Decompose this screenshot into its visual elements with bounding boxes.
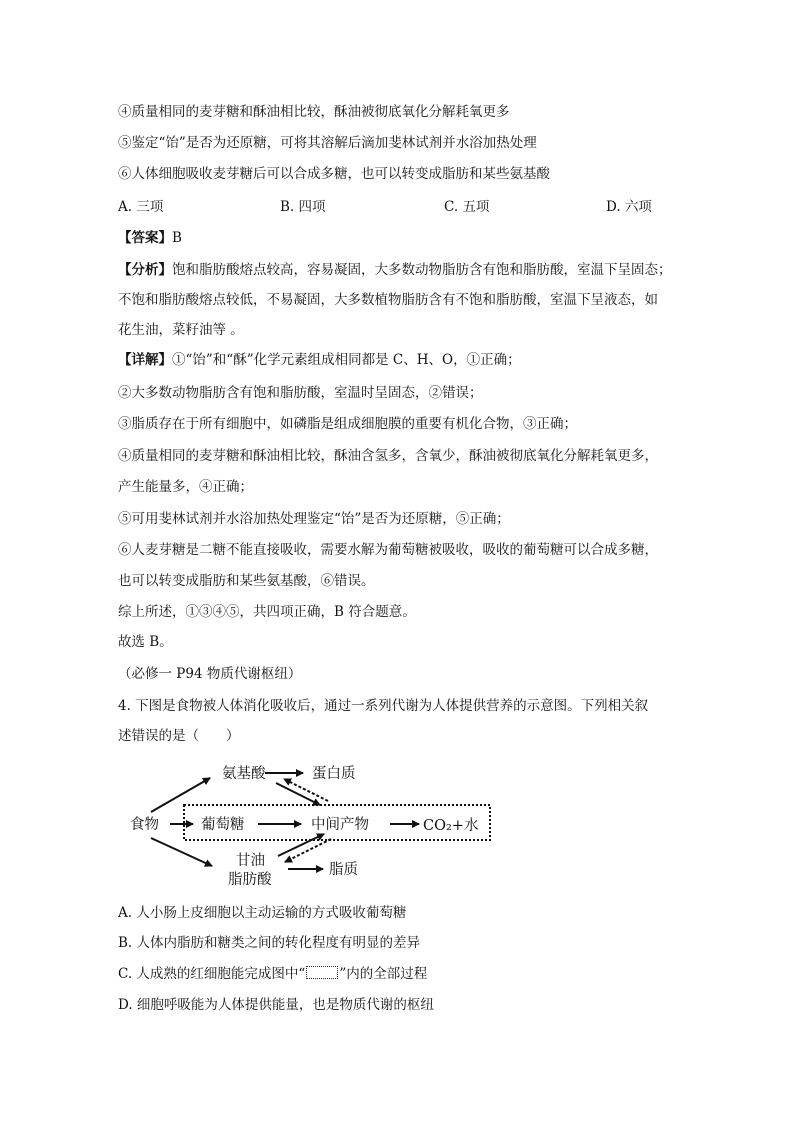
detail-line-2: ②大多数动物脂肪含有饱和脂肪酸，室温时呈固态，②错误； bbox=[118, 385, 483, 401]
option-c: C. 五项 bbox=[444, 199, 490, 215]
node-food: 食物 bbox=[130, 817, 159, 833]
answer-label: 【答案】 bbox=[118, 230, 172, 246]
detail-line-9: 综上所述，①③④⑤，共四项正确，B 符合题意。 bbox=[118, 604, 416, 620]
detail-label: 【详解】 bbox=[118, 352, 172, 368]
node-glycerol: 甘油 bbox=[236, 853, 265, 869]
node-glucose: 葡萄糖 bbox=[201, 817, 245, 833]
option-d: D. 六项 bbox=[606, 199, 652, 215]
detail-line-5: 产生能量多，④正确； bbox=[118, 479, 253, 495]
dotted-box-icon bbox=[306, 966, 338, 979]
detail-line-7: ⑥人麦芽糖是二糖不能直接吸收，需要水解为葡萄糖被吸收，吸收的葡萄糖可以合成多糖， bbox=[118, 542, 658, 558]
question-4-option-a: A. 人小肠上皮细胞以主动运输的方式吸收葡萄糖 bbox=[118, 905, 407, 921]
detail-line-3: ③脂质存在于所有细胞中，如磷脂是组成细胞膜的重要有机化合物，③正确； bbox=[118, 416, 577, 432]
node-amino-acid: 氨基酸 bbox=[222, 766, 266, 782]
option-b: B. 四项 bbox=[280, 199, 326, 215]
node-fatty-acid: 脂肪酸 bbox=[228, 872, 272, 888]
analysis-line-1: 【分析】饱和脂肪酸熔点较高，容易凝固，大多数动物脂肪含有饱和脂肪酸，室温下呈固态； bbox=[118, 262, 672, 278]
question-4-option-d: D. 细胞呼吸能为人体提供能量，也是物质代谢的枢纽 bbox=[118, 997, 434, 1013]
analysis-line-3: 花生油，菜籽油等 。 bbox=[118, 322, 244, 338]
analysis-line-2: 不饱和脂肪酸熔点较低，不易凝固，大多数植物脂肪含有不饱和脂肪酸，室温下呈液态，如 bbox=[118, 292, 658, 308]
question-4-stem-1: 4. 下图是食物被人体消化吸收后，通过一系列代谢为人体提供营养的示意图。下列相关叙 bbox=[118, 698, 649, 714]
arrow-food-to-glycerol bbox=[151, 838, 212, 866]
question-4-stem-2: 述错误的是（ ） bbox=[118, 728, 240, 744]
answer-value: B bbox=[172, 230, 182, 246]
detail-line-4: ④质量相同的麦芽糖和酥油相比较，酥油含氢多，含氧少，酥油被彻底氧化分解耗氧更多， bbox=[118, 448, 658, 464]
question-4-option-b: B. 人体内脂肪和糖类之间的转化程度有明显的差异 bbox=[118, 935, 421, 951]
answer-line bbox=[118, 229, 182, 247]
option-a: A. 三项 bbox=[118, 199, 164, 215]
source-note: （必修一 P94 物质代谢枢纽） bbox=[118, 666, 302, 682]
metabolism-diagram bbox=[118, 752, 518, 902]
analysis-label: 【分析】 bbox=[118, 262, 172, 278]
detail-line-6: ⑤可用斐林试剂并水浴加热处理鉴定“饴”是否为还原糖，⑤正确； bbox=[118, 511, 510, 527]
node-intermediate: 中间产物 bbox=[311, 817, 369, 833]
statement-4: ④质量相同的麦芽糖和酥油相比较，酥油被彻底氧化分解耗氧更多 bbox=[118, 104, 510, 120]
node-co2-water: CO₂+水 bbox=[423, 818, 479, 834]
node-lipid: 脂质 bbox=[329, 862, 358, 878]
statement-5: ⑤鉴定“饴”是否为还原糖，可将其溶解后滴加斐林试剂并水浴加热处理 bbox=[118, 135, 537, 151]
detail-line-8: 也可以转变成脂肪和某些氨基酸，⑥错误。 bbox=[118, 573, 375, 589]
statement-6: ⑥人体细胞吸收麦芽糖后可以合成多糖，也可以转变成脂肪和某些氨基酸 bbox=[118, 166, 550, 182]
question-4-option-c: C. 人成熟的红细胞能完成图中“ ”内的全部过程 bbox=[118, 966, 428, 982]
detail-line-1: 【详解】①“饴”和“酥”化学元素组成相同都是 C、H、O，①正确； bbox=[118, 352, 521, 368]
node-protein: 蛋白质 bbox=[312, 766, 356, 782]
detail-line-10: 故选 B。 bbox=[118, 634, 173, 650]
arrow-food-to-amino-acid bbox=[151, 778, 210, 812]
